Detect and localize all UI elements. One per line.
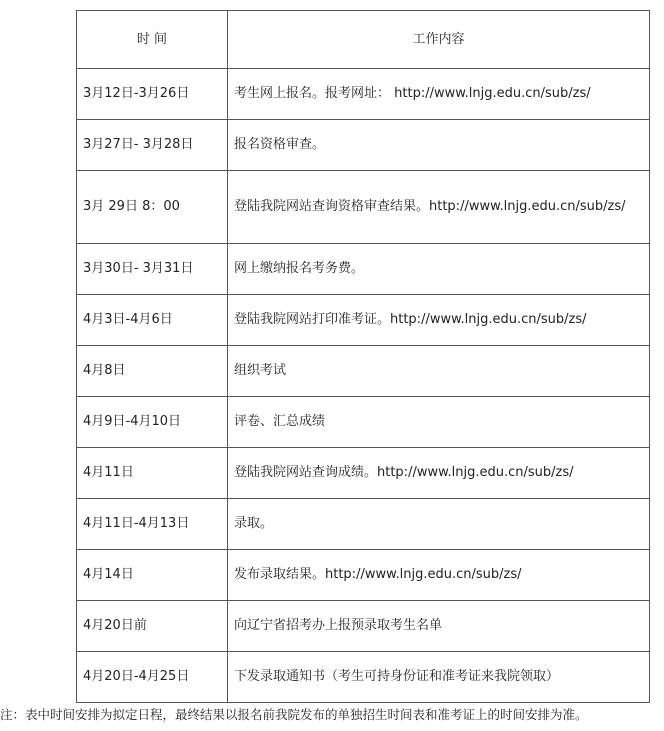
table-row bbox=[77, 601, 650, 652]
table-row bbox=[77, 120, 650, 171]
table-row bbox=[77, 499, 650, 550]
content-cell: 下发录取通知书（考生可持身份证和准考证来我院领取） bbox=[228, 652, 650, 703]
content-cell: 报名资格审查。 bbox=[228, 120, 650, 171]
content-cell: 发布录取结果。http://www.lnjg.edu.cn/sub/zs/ bbox=[228, 550, 650, 601]
content-cell: 向辽宁省招考办上报预录取考生名单 bbox=[228, 601, 650, 652]
time-cell: 4月11日-4月13日 bbox=[77, 499, 228, 550]
content-cell: 录取。 bbox=[228, 499, 650, 550]
table-row bbox=[77, 397, 650, 448]
table-row bbox=[77, 244, 650, 295]
time-cell: 4月14日 bbox=[77, 550, 228, 601]
table-row bbox=[77, 550, 650, 601]
time-cell: 4月11日 bbox=[77, 448, 228, 499]
table-row bbox=[77, 171, 650, 244]
header-time: 时 间 bbox=[77, 11, 228, 69]
time-cell: 4月3日-4月6日 bbox=[77, 295, 228, 346]
time-cell: 4月20日前 bbox=[77, 601, 228, 652]
time-cell: 3月27日- 3月28日 bbox=[77, 120, 228, 171]
content-cell: 评卷、汇总成绩 bbox=[228, 397, 650, 448]
content-cell: 网上缴纳报名考务费。 bbox=[228, 244, 650, 295]
time-cell: 3月30日- 3月31日 bbox=[77, 244, 228, 295]
content-cell: 登陆我院网站查询成绩。http://www.lnjg.edu.cn/sub/zs/ bbox=[228, 448, 650, 499]
table-row bbox=[77, 346, 650, 397]
content-cell: 登陆我院网站查询资格审查结果。http://www.lnjg.edu.cn/sub/zs/ bbox=[228, 171, 650, 244]
table-row bbox=[77, 295, 650, 346]
table-row bbox=[77, 448, 650, 499]
footnote: 注：表中时间安排为拟定日程，最终结果以报名前我院发布的单独招生时间表和准考证上的时间安排为准。 bbox=[0, 707, 588, 722]
content-cell: 考生网上报名。报考网址： http://www.lnjg.edu.cn/sub/zs/ bbox=[228, 69, 650, 120]
header-content: 工作内容 bbox=[228, 11, 650, 69]
table-row bbox=[77, 69, 650, 120]
time-cell: 4月8日 bbox=[77, 346, 228, 397]
table-header-row bbox=[77, 11, 650, 69]
schedule-table bbox=[76, 10, 650, 703]
time-cell: 4月20日-4月25日 bbox=[77, 652, 228, 703]
content-cell: 组织考试 bbox=[228, 346, 650, 397]
time-cell: 3月12日-3月26日 bbox=[77, 69, 228, 120]
table-row bbox=[77, 652, 650, 703]
time-cell: 4月9日-4月10日 bbox=[77, 397, 228, 448]
time-cell: 3月 29日 8：00 bbox=[77, 171, 228, 244]
content-cell: 登陆我院网站打印准考证。http://www.lnjg.edu.cn/sub/zs/ bbox=[228, 295, 650, 346]
